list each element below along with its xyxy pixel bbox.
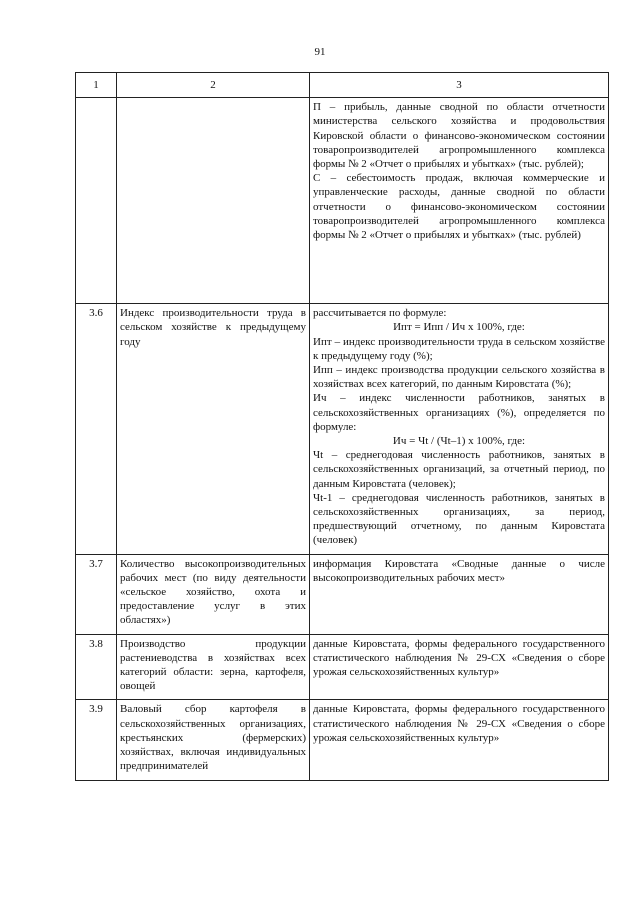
definition-cost: С – себестоимость продаж, включая коммерческие и управленческие расходы, данные сводной по области отчетности о финансово-экономическом состоянии товаропроизводителей агропромышленного комплекса формы № 2 «Отчет о прибылях и убытках» (тыс. рублей) — [313, 172, 605, 242]
method-cell: данные Кировстата, формы федерального государственного статистического наблюдения № 29-СХ «Сведения о сборе урожая сельскохозяйственных культур» — [310, 634, 609, 700]
definition-cht-1: Чt-1 – среднегодовая численность работников, занятых в сельскохозяйственных организациях, за период, предшествующий отчетному, по данным Кировстата (человек) — [313, 491, 605, 547]
table-row-continuation — [76, 98, 609, 304]
row-method-cell — [310, 98, 609, 304]
method-intro: рассчитывается по формуле: — [313, 307, 447, 320]
indicator-name: Индекс производительности труда в сельском хозяйстве к предыдущему году — [117, 304, 310, 554]
definition-profit: П – прибыль, данные сводной по области отчетности министерства сельского хозяйства и продовольствия Кировской области о финансово-экономическом состоянии товаропроизводителей агропромышленного комплекса формы № 2 «Отчет о прибылях и убытках» (тыс. рублей); — [313, 101, 605, 171]
table-row-3-7 — [76, 554, 609, 634]
table-row-3-8 — [76, 634, 609, 700]
header-col-3: 3 — [310, 73, 609, 98]
row-number: 3.9 — [76, 700, 117, 780]
row-number: 3.8 — [76, 634, 117, 700]
method-cell — [310, 304, 609, 554]
header-col-1: 1 — [76, 73, 117, 98]
definition-cht: Чt – среднегодовая численность работников, занятых в сельскохозяйственных организаций, за отчетный период, по данным Кировстата (человек); — [313, 449, 605, 490]
method-cell: информация Кировстата «Сводные данные о числе высокопроизводительных рабочих мест» — [310, 554, 609, 634]
definition-ich: Ич – индекс численности работников, занятых в сельскохозяйственных организациях (%), определяется по формуле: — [313, 392, 605, 433]
formula-employee-index: Ич = Чt / (Чt–1) x 100%, где: — [392, 435, 526, 448]
row-name-cell — [117, 98, 310, 304]
formula-labor-productivity: Ипт = Ипп / Ич x 100%, где: — [393, 321, 525, 334]
row-number: 3.7 — [76, 554, 117, 634]
header-col-2: 2 — [117, 73, 310, 98]
indicator-name: Валовый сбор картофеля в сельскохозяйственных организациях, крестьянских (фермерских) хозяйствах, включая индивидуальных предпринимателей — [117, 700, 310, 780]
indicators-table — [75, 72, 609, 781]
row-number-cell — [76, 98, 117, 304]
method-cell: данные Кировстата, формы федерального государственного статистического наблюдения № 29-СХ «Сведения о сборе урожая сельскохозяйственных культур» — [310, 700, 609, 780]
page-number: 91 — [314, 46, 326, 58]
row-number: 3.6 — [76, 304, 117, 554]
definition-ipp: Ипп – индекс производства продукции сельского хозяйства в хозяйствах всех категорий, по данным Кировстата (%); — [313, 364, 605, 391]
indicator-name: Количество высокопроизводительных рабочих мест (по виду деятельности «сельское хозяйство, охота и предоставление услуг в этих областях») — [117, 554, 310, 634]
definition-ipt: Ипт – индекс производительности труда в сельском хозяйстве к предыдущему году (%); — [313, 335, 605, 362]
table-row-3-6 — [76, 304, 609, 554]
indicator-name: Производство продукции растениеводства в хозяйствах всех категорий области: зерна, картофеля, овощей — [117, 634, 310, 700]
table-row-3-9 — [76, 700, 609, 780]
table-header-row — [76, 73, 609, 98]
